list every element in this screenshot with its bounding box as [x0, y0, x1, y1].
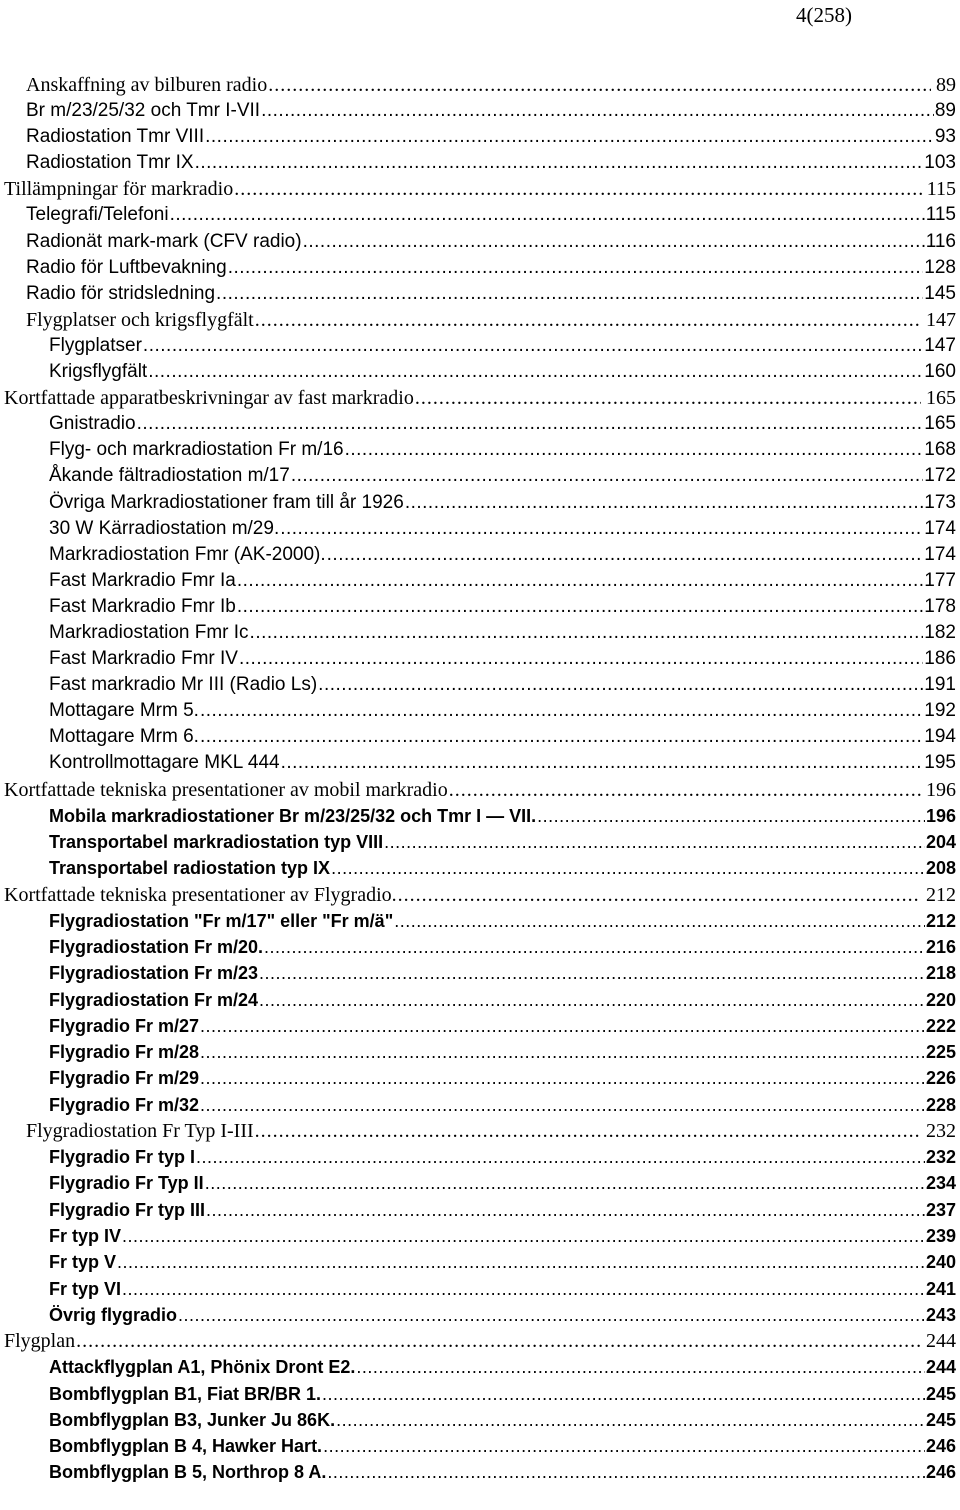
toc-entry-title: Flygradio Fr typ III [49, 1199, 206, 1220]
toc-entry-title: Fast Markradio Fmr Ia [49, 569, 236, 591]
dot-leader [331, 855, 925, 881]
toc-entry-page: 160 [924, 361, 956, 383]
dot-leader [237, 594, 923, 620]
toc-entry-page: 196 [926, 778, 956, 801]
dot-leader [148, 359, 923, 385]
dot-leader [122, 1276, 925, 1302]
toc-entry[interactable] [0, 934, 960, 960]
toc-entry[interactable] [0, 150, 960, 176]
toc-entry[interactable] [0, 960, 960, 986]
toc-entry[interactable] [0, 1433, 960, 1459]
dot-leader [537, 803, 925, 829]
toc-entry-page: 192 [924, 700, 956, 722]
toc-entry[interactable] [0, 176, 960, 202]
toc-entry-title: Flygradiostation Fr m/20. [49, 936, 264, 957]
toc-entry[interactable] [0, 1381, 960, 1407]
toc-entry-page: 147 [924, 334, 956, 356]
toc-entry-page: 232 [925, 1147, 956, 1168]
toc-entry[interactable] [0, 750, 960, 776]
toc-entry-title: Fr typ IV [49, 1225, 122, 1246]
dot-leader [205, 124, 934, 150]
toc-entry-title: Flygradiostation "Fr m/17" eller "Fr m/ä" [49, 910, 394, 931]
dot-leader [449, 777, 921, 803]
dot-leader [327, 542, 924, 568]
toc-entry-title: Mottagare Mrm 6. [49, 726, 199, 748]
toc-entry-title: Flygradio Fr typ I [49, 1147, 196, 1168]
toc-entry-title: Flygradio Fr m/27 [49, 1015, 200, 1036]
toc-entry-page: 222 [925, 1015, 956, 1036]
toc-entry[interactable] [0, 1039, 960, 1065]
toc-entry-page: 228 [925, 1094, 956, 1115]
toc-entry-page: 128 [924, 256, 956, 278]
dot-leader [327, 1459, 925, 1485]
toc-entry-title: Mottagare Mrm 5. [49, 700, 199, 722]
toc-entry[interactable] [0, 463, 960, 489]
toc-entry-title: Transportabel markradiostation typ VIII [49, 831, 384, 852]
dot-leader [415, 385, 921, 411]
toc-entry-title: Flygradio Fr Typ II [49, 1173, 204, 1194]
toc-entry-page: 196 [925, 805, 956, 826]
toc-entry-page: 165 [924, 413, 956, 435]
toc-entry-page: 182 [924, 621, 956, 643]
dot-leader [178, 1302, 925, 1328]
toc-entry[interactable] [0, 1223, 960, 1249]
dot-leader [405, 490, 923, 516]
toc-entry-page: 116 [925, 230, 956, 252]
toc-entry[interactable] [0, 202, 960, 228]
toc-entry[interactable] [0, 72, 960, 98]
toc-entry-title: Tillämpningar för markradio [4, 178, 234, 201]
toc-entry[interactable] [0, 594, 960, 620]
toc-entry-page: 232 [926, 1119, 956, 1142]
toc-entry[interactable] [0, 698, 960, 724]
toc-entry-page: 186 [924, 648, 956, 670]
dot-leader [384, 829, 925, 855]
toc-entry-title: Bombflygplan B3, Junker Ju 86K. [49, 1409, 336, 1430]
toc-entry[interactable] [0, 987, 960, 1013]
toc-entry-page: 204 [925, 831, 956, 852]
toc-entry-page: 93 [934, 126, 956, 148]
toc-entry-page: 194 [924, 726, 956, 748]
toc-entry-title: Gnistradio [49, 413, 136, 435]
toc-entry[interactable] [0, 829, 960, 855]
toc-entry-title: Markradiostation Fmr (AK-2000). [49, 543, 326, 565]
toc-entry[interactable] [0, 1407, 960, 1433]
toc-entry-page: 174 [924, 517, 956, 539]
toc-entry-title: Radionät mark-mark (CFV radio) [26, 230, 302, 252]
dot-leader [206, 1197, 925, 1223]
toc-entry-page: 195 [924, 752, 956, 774]
dot-leader [200, 1039, 925, 1065]
toc-entry-title: Flygplan [4, 1330, 76, 1353]
toc-entry-page: 165 [926, 387, 956, 410]
toc-entry-page: 240 [925, 1252, 956, 1273]
toc-entry[interactable] [0, 437, 960, 463]
toc-entry-title: Flygradiostation Fr Typ I-III [26, 1119, 254, 1142]
dot-leader [143, 333, 923, 359]
toc-entry-page: 245 [925, 1383, 956, 1404]
toc-entry-title: Bombflygplan B1, Fiat BR/BR 1. [49, 1383, 322, 1404]
toc-entry-title: Radio för stridsledning [26, 282, 216, 304]
toc-entry[interactable] [0, 1197, 960, 1223]
toc-entry[interactable] [0, 777, 960, 803]
toc-entry-page: 234 [925, 1173, 956, 1194]
toc-entry-page: 239 [925, 1225, 956, 1246]
dot-leader [205, 1170, 925, 1196]
toc-entry-page: 173 [924, 491, 956, 513]
toc-entry-page: 246 [925, 1462, 956, 1483]
toc-entry[interactable] [0, 1170, 960, 1196]
dot-leader [261, 98, 934, 124]
dot-leader [200, 1065, 925, 1091]
dot-leader [200, 1092, 925, 1118]
toc-entry-title: Transportabel radiostation typ IX [49, 858, 331, 879]
dot-leader [228, 255, 924, 281]
toc-entry-page: 147 [926, 308, 956, 331]
toc-entry-page: 177 [924, 569, 956, 591]
toc-entry-page: 237 [925, 1199, 956, 1220]
dot-leader [196, 1144, 925, 1170]
toc-entry-title: Fast Markradio Fmr Ib [49, 595, 236, 617]
dot-leader [281, 750, 924, 776]
toc-entry[interactable] [0, 542, 960, 568]
toc-entry-title: Flygradio Fr m/29 [49, 1068, 200, 1089]
toc-entry-page: 218 [925, 963, 956, 984]
toc-entry-title: Br m/23/25/32 och Tmr I-VII [26, 100, 261, 122]
toc-entry-title: Flygradio Fr m/28 [49, 1042, 200, 1063]
toc-entry[interactable] [0, 1249, 960, 1275]
toc-entry[interactable] [0, 620, 960, 646]
dot-leader [318, 672, 923, 698]
toc-entry-title: Kontrollmottagare MKL 444 [49, 752, 280, 774]
toc-entry[interactable] [0, 411, 960, 437]
toc-entry-page: 225 [925, 1042, 956, 1063]
dot-leader [117, 1249, 925, 1275]
toc-entry-title: Flygradiostation Fr m/24 [49, 989, 259, 1010]
table-of-contents [0, 72, 960, 1486]
toc-entry[interactable] [0, 803, 960, 829]
toc-entry-title: Fast markradio Mr III (Radio Ls) [49, 674, 318, 696]
toc-entry-title: Flygradiostation Fr m/23 [49, 963, 259, 984]
toc-entry[interactable] [0, 1328, 960, 1354]
toc-entry-title: Mobila markradiostationer Br m/23/25/32 och Tmr I — VII. [49, 805, 537, 826]
toc-entry-page: 89 [936, 74, 956, 96]
dot-leader [291, 463, 923, 489]
toc-entry-title: Fr typ VI [49, 1278, 122, 1299]
dot-leader [322, 1381, 925, 1407]
toc-entry-page: 243 [925, 1304, 956, 1325]
toc-entry[interactable] [0, 359, 960, 385]
toc-entry-page: 191 [924, 674, 956, 696]
toc-entry-page: 244 [925, 1357, 956, 1378]
toc-entry-page: 245 [925, 1409, 956, 1430]
toc-entry-title: Radio för Luftbevakning [26, 256, 227, 278]
dot-leader [394, 908, 925, 934]
toc-entry[interactable] [0, 385, 960, 411]
toc-entry-title: Krigsflygfält [49, 361, 148, 383]
toc-entry[interactable] [0, 1092, 960, 1118]
toc-entry-title: Övriga Markradiostationer fram till år 1926 [49, 491, 404, 513]
page-number: 4(258) [796, 3, 852, 27]
toc-entry-title: Anskaffning av bilburen radio [26, 74, 268, 96]
dot-leader [200, 698, 923, 724]
toc-entry-title: Kortfattade tekniska presentationer av Flygradio. [4, 883, 397, 906]
dot-leader [200, 1013, 925, 1039]
toc-entry-title: Kortfattade tekniska presentationer av mobil markradio [4, 778, 448, 801]
toc-entry-title: Radiostation Tmr IX [26, 152, 194, 174]
toc-entry-page: 244 [926, 1330, 956, 1353]
toc-entry-title: Radiostation Tmr VIII [26, 126, 205, 148]
toc-entry-title: Bombflygplan B 4, Hawker Hart. [49, 1436, 323, 1457]
toc-entry-title: Telegrafi/Telefoni [26, 204, 169, 226]
dot-leader [280, 516, 923, 542]
dot-leader [356, 1354, 925, 1380]
toc-entry[interactable] [0, 1459, 960, 1485]
toc-entry[interactable] [0, 1118, 960, 1144]
toc-entry[interactable] [0, 490, 960, 516]
dot-leader [237, 568, 923, 594]
dot-leader [216, 281, 923, 307]
toc-entry[interactable] [0, 124, 960, 150]
toc-entry-title: Fr typ V [49, 1252, 117, 1273]
dot-leader [303, 229, 925, 255]
toc-entry[interactable] [0, 1354, 960, 1380]
toc-entry-page: 89 [934, 100, 956, 122]
toc-entry-title: Övrig flygradio [49, 1304, 178, 1325]
dot-leader [170, 202, 925, 228]
toc-entry-title: Bombflygplan B 5, Northrop 8 A. [49, 1462, 327, 1483]
toc-entry[interactable] [0, 568, 960, 594]
toc-entry[interactable] [0, 255, 960, 281]
dot-leader [137, 411, 924, 437]
toc-entry[interactable] [0, 516, 960, 542]
dot-leader [264, 934, 925, 960]
toc-entry-title: 30 W Kärradiostation m/29. [49, 517, 280, 539]
toc-entry-page: 212 [925, 910, 956, 931]
toc-entry[interactable] [0, 672, 960, 698]
toc-entry[interactable] [0, 882, 960, 908]
toc-entry-title: Flyg- och markradiostation Fr m/16 [49, 439, 344, 461]
dot-leader [255, 1118, 921, 1144]
toc-entry-page: 226 [925, 1068, 956, 1089]
toc-entry-page: 208 [925, 858, 956, 879]
toc-entry-page: 145 [924, 282, 956, 304]
toc-entry-title: Flygradio Fr m/32 [49, 1094, 200, 1115]
dot-leader [200, 724, 923, 750]
toc-entry[interactable] [0, 1144, 960, 1170]
toc-entry-title: Kortfattade apparatbeskrivningar av fast markradio [4, 387, 414, 410]
toc-entry[interactable] [0, 281, 960, 307]
dot-leader [195, 150, 924, 176]
toc-entry-page: 172 [924, 465, 956, 487]
toc-entry[interactable] [0, 908, 960, 934]
toc-entry[interactable] [0, 98, 960, 124]
toc-entry[interactable] [0, 1302, 960, 1328]
toc-entry-title: Flygplatser och krigsflygfält [26, 308, 254, 331]
toc-entry[interactable] [0, 1065, 960, 1091]
toc-entry[interactable] [0, 724, 960, 750]
dot-leader [259, 960, 925, 986]
toc-entry[interactable] [0, 1276, 960, 1302]
toc-entry[interactable] [0, 307, 960, 333]
toc-entry[interactable] [0, 333, 960, 359]
toc-entry-page: 212 [926, 883, 956, 906]
dot-leader [398, 882, 921, 908]
dot-leader [259, 987, 925, 1013]
toc-entry-page: 220 [925, 989, 956, 1010]
dot-leader [323, 1433, 925, 1459]
dot-leader [255, 307, 921, 333]
dot-leader [234, 176, 922, 202]
dot-leader [250, 620, 924, 646]
dot-leader [122, 1223, 925, 1249]
toc-entry-page: 168 [924, 439, 956, 461]
toc-entry-title: Attackflygplan A1, Phönix Dront E2. [49, 1357, 356, 1378]
toc-entry-page: 115 [926, 178, 956, 201]
toc-entry-title: Markradiostation Fmr Ic [49, 621, 249, 643]
dot-leader [76, 1328, 921, 1354]
toc-entry-title: Fast Markradio Fmr IV [49, 648, 238, 670]
toc-entry-page: 115 [925, 204, 956, 226]
toc-entry-title: Åkande fältradiostation m/17 [49, 465, 290, 487]
dot-leader [336, 1407, 925, 1433]
toc-entry-page: 216 [925, 936, 956, 957]
dot-leader [268, 72, 931, 98]
toc-entry-title: Flygplatser [49, 334, 142, 356]
toc-entry-page: 174 [924, 543, 956, 565]
dot-leader [239, 646, 923, 672]
toc-entry-page: 103 [924, 152, 956, 174]
toc-entry-page: 178 [924, 595, 956, 617]
toc-entry-page: 246 [925, 1436, 956, 1457]
toc-entry[interactable] [0, 1013, 960, 1039]
dot-leader [345, 437, 924, 463]
toc-entry[interactable] [0, 229, 960, 255]
toc-entry-page: 241 [925, 1278, 956, 1299]
toc-entry[interactable] [0, 855, 960, 881]
toc-entry[interactable] [0, 646, 960, 672]
